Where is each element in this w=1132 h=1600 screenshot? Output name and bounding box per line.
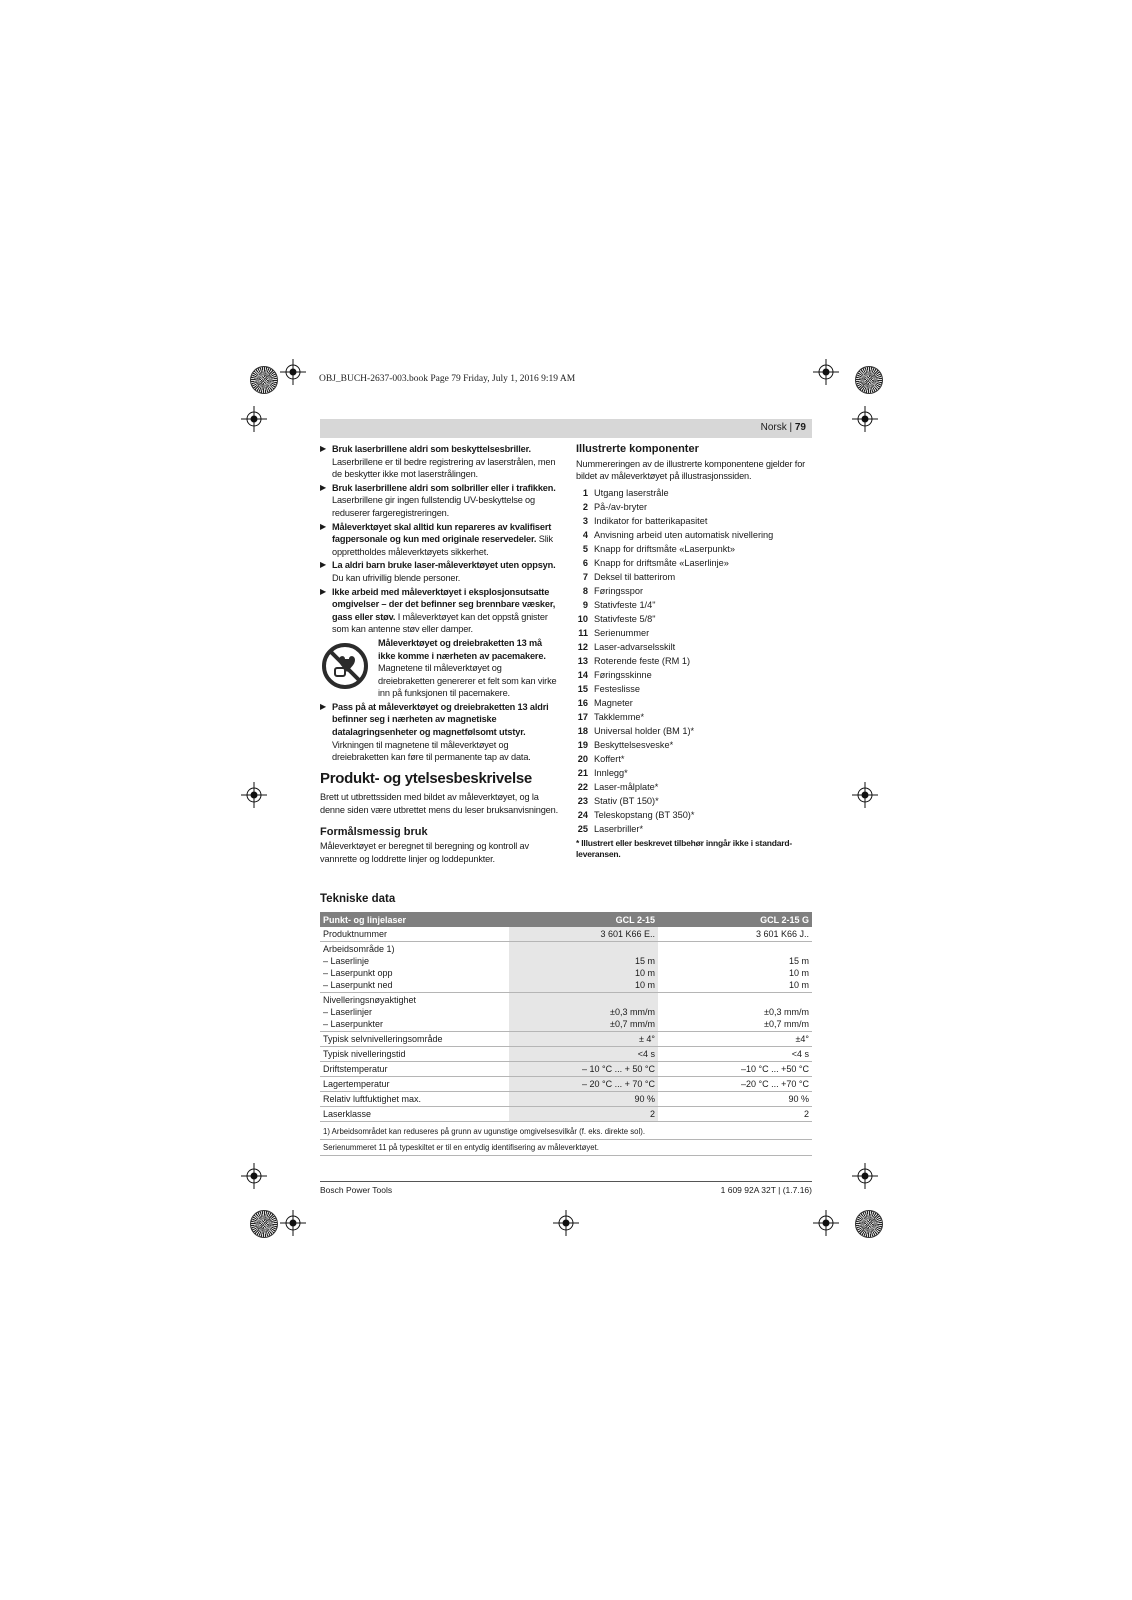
registration-mark (241, 406, 267, 432)
component-number: 3 (582, 515, 588, 526)
list-item (576, 542, 812, 556)
component-number: 19 (577, 739, 588, 750)
component-number: 22 (577, 781, 588, 792)
component-label: Laser-advarselsskilt (594, 641, 676, 652)
tech-data-heading: Tekniske data (320, 893, 396, 905)
color-calibration-rosette (250, 366, 278, 394)
component-label: Knapp for driftsmåte «Laserlinje» (594, 557, 729, 568)
registration-mark (813, 359, 839, 385)
spec-value-model1: ±0,3 mm/m ±0,7 mm/m (509, 993, 658, 1032)
registration-mark (241, 1163, 267, 1189)
no-pacemaker-icon (322, 643, 368, 689)
component-number: 20 (577, 753, 588, 764)
triangle-bullet-icon: ▶ (320, 521, 327, 531)
list-item (576, 584, 812, 598)
component-label: Stativfeste 5/8" (594, 613, 656, 624)
component-number: 16 (577, 697, 588, 708)
color-calibration-rosette (855, 1210, 883, 1238)
model-header: GCL 2-15 (509, 912, 658, 927)
list-item (576, 794, 812, 808)
component-number: 8 (582, 585, 588, 596)
component-label: Indikator for batterikapasitet (594, 515, 708, 526)
component-label: Anvisning arbeid uten automatisk nivellering (594, 529, 774, 540)
page-header: Norsk | 79 (320, 419, 812, 438)
spec-label: Lagertemperatur (320, 1077, 509, 1092)
spec-label: Typisk selvnivelleringsområde (320, 1032, 509, 1047)
component-number: 7 (582, 571, 588, 582)
spec-label: Nivelleringsnøyaktighet – Laserlinjer – Laserpunkter (320, 993, 509, 1032)
color-calibration-rosette (855, 366, 883, 394)
footer-doc-number: 1 609 92A 32T | (1.7.16) (720, 1185, 812, 1195)
component-label: Laser-målplate* (594, 781, 659, 792)
list-item (576, 514, 812, 528)
spec-value-model2: 3 601 K66 J.. (658, 927, 812, 942)
spec-value-model2: 2 (658, 1107, 812, 1122)
list-item (576, 738, 812, 752)
spec-label: Produktnummer (320, 927, 509, 942)
model-header: GCL 2-15 G (658, 912, 812, 927)
component-label: Utgang laserstråle (594, 487, 669, 498)
table-header-row (320, 912, 812, 927)
list-item (576, 500, 812, 514)
spec-value-model2: <4 s (658, 1047, 812, 1062)
tech-data-table (320, 912, 812, 1122)
page-number: 79 (794, 422, 806, 433)
table-row (320, 1062, 812, 1077)
component-number: 1 (582, 487, 588, 498)
component-number: 24 (577, 809, 588, 820)
list-item (576, 654, 812, 668)
component-label: Universal holder (BM 1)* (594, 725, 695, 736)
component-label: Roterende feste (RM 1) (594, 655, 690, 666)
component-number: 13 (577, 655, 588, 666)
safety-item: ▶ Bruk laserbrillene aldri som solbriller eller i trafikken. Laserbrillene gir ingen fullstendig UV-beskyttelse og reduserer fargeregistreringen. (320, 482, 556, 518)
list-item (576, 808, 812, 822)
component-label: Beskyttelsesveske* (594, 739, 674, 750)
component-label: Laserbriller* (594, 823, 644, 834)
list-item (576, 752, 812, 766)
spec-value-model2: 90 % (658, 1092, 812, 1107)
safety-item: ▶ La aldri barn bruke laser-måleverktøyet uten oppsyn. Du kan ufrivillig blende personer. (320, 560, 556, 583)
triangle-bullet-icon: ▶ (320, 560, 327, 570)
component-label: Knapp for driftsmåte «Laserpunkt» (594, 543, 735, 554)
triangle-bullet-icon: ▶ (320, 701, 327, 711)
component-label: Stativfeste 1/4" (594, 599, 656, 610)
component-number: 9 (582, 599, 588, 610)
spec-value-model1: – 20 °C ... + 70 °C (509, 1077, 658, 1092)
component-number: 18 (577, 725, 588, 736)
component-number: 21 (577, 767, 588, 778)
component-label: Teleskopstang (BT 350)* (594, 809, 695, 820)
component-label: På-/av-bryter (594, 501, 648, 512)
table-row (320, 1077, 812, 1092)
list-item (576, 626, 812, 640)
table-footnote: 1) Arbeidsområdet kan reduseres på grunn av ugunstige omgivelsesvilkår (f. eks. direkte sol). (320, 1124, 812, 1140)
component-number: 25 (577, 823, 588, 834)
spec-value-model2: 15 m 10 m 10 m (658, 942, 812, 993)
spec-value-model1: ± 4° (509, 1032, 658, 1047)
component-label: Føringsspor (594, 585, 644, 596)
table-row (320, 1092, 812, 1107)
list-item (576, 598, 812, 612)
left-column (320, 443, 558, 865)
components-heading: Illustrerte komponenter (576, 443, 699, 455)
component-number: 6 (582, 557, 588, 568)
spec-value-model2: –10 °C ... +50 °C (658, 1062, 812, 1077)
color-calibration-rosette (250, 1210, 278, 1238)
spec-label: Driftstemperatur (320, 1062, 509, 1077)
section-heading: Produkt- og ytelsesbeskrivelse (320, 769, 532, 787)
table-row (320, 927, 812, 942)
list-item (576, 780, 812, 794)
tech-notes (320, 1124, 812, 1156)
component-number: 14 (577, 669, 588, 680)
registration-mark (241, 782, 267, 808)
component-number: 17 (577, 711, 588, 722)
component-label: Serienummer (594, 627, 650, 638)
list-item (576, 570, 812, 584)
list-item (576, 486, 812, 500)
spec-value-model1: 90 % (509, 1092, 658, 1107)
header-language: Norsk (760, 422, 787, 433)
spec-value-model2: ±4° (658, 1032, 812, 1047)
safety-item: ▶ Måleverktøyet skal alltid kun repareres av kvalifisert fagpersonale og kun med originale reservedeler. Slik opprettholdes måleverktøyets sikkerhet. (320, 521, 553, 557)
component-number: 2 (582, 501, 588, 512)
product-intro: Brett ut utbrettssiden med bildet av måleverktøyet, og la denne siden være utbrettet mens du leser bruksanvisningen. (320, 792, 558, 816)
list-item (576, 640, 812, 654)
list-item (576, 766, 812, 780)
spec-label: Laserklasse (320, 1107, 509, 1122)
component-label: Festeslisse (594, 683, 640, 694)
component-number: 11 (578, 627, 588, 638)
table-row (320, 993, 812, 1032)
list-item (576, 668, 812, 682)
triangle-bullet-icon: ▶ (320, 482, 327, 492)
component-number: 12 (577, 641, 588, 652)
safety-item: ▶ Ikke arbeid med måleverktøyet i eksplosjonsutsatte omgivelser – der det befinner seg brennbare væsker, gass eller støv. I måleverktøyet kan det oppstå gnister som kan antenne støv eller damper. (320, 586, 556, 635)
safety-item: ▶ Pass på at måleverktøyet og dreiebraketten 13 aldri befinner seg i nærheten av magnetiske datalagringsenheter og magnetfølsomt utstyr. Virkningen til magnetene til måleverktøyet og dreiebraketten kan føre til permanente tap av data. (320, 701, 549, 763)
spec-value-model1: – 10 °C ... + 50 °C (509, 1062, 658, 1077)
component-number: 15 (577, 683, 588, 694)
list-item (576, 696, 812, 710)
spec-value-model1: 15 m 10 m 10 m (509, 942, 658, 993)
accessory-footnote: * Illustrert eller beskrevet tilbehør inngår ikke i standard-leveransen. (576, 837, 792, 859)
components-intro: Nummereringen av de illustrerte komponentene gjelder for bildet av måleverktøyet på illustrasjonssiden. (576, 458, 806, 482)
registration-mark (852, 782, 878, 808)
components-list (576, 486, 812, 836)
list-item (576, 724, 812, 738)
component-label: Stativ (BT 150)* (594, 795, 659, 806)
component-label: Deksel til batterirom (594, 571, 676, 582)
table-row (320, 1047, 812, 1062)
component-label: Innlegg* (594, 767, 628, 778)
list-item (576, 528, 812, 542)
table-row (320, 942, 812, 993)
footer-brand: Bosch Power Tools (320, 1185, 393, 1195)
spec-label: Arbeidsområde 1) – Laserlinje – Laserpunkt opp – Laserpunkt ned (320, 942, 509, 993)
spec-value-model2: ±0,3 mm/m ±0,7 mm/m (658, 993, 812, 1032)
registration-mark (553, 1210, 579, 1236)
component-number: 5 (582, 543, 588, 554)
component-label: Koffert* (594, 753, 625, 764)
component-label: Føringsskinne (594, 669, 652, 680)
print-file-line: OBJ_BUCH-2637-003.book Page 79 Friday, July 1, 2016 9:19 AM (319, 374, 576, 384)
right-column (576, 443, 812, 860)
list-item (576, 822, 812, 836)
registration-mark (280, 1210, 306, 1236)
spec-label: Typisk nivelleringstid (320, 1047, 509, 1062)
list-item (576, 682, 812, 696)
spec-value-model2: –20 °C ... +70 °C (658, 1077, 812, 1092)
triangle-bullet-icon: ▶ (320, 586, 327, 596)
table-row (320, 1032, 812, 1047)
spec-value-model1: <4 s (509, 1047, 658, 1062)
registration-mark (852, 1163, 878, 1189)
registration-mark (852, 406, 878, 432)
component-number: 4 (582, 529, 588, 540)
component-number: 23 (577, 795, 588, 806)
list-item (576, 710, 812, 724)
footer-rule (320, 1181, 812, 1182)
subsection-heading: Formålsmessig bruk (320, 825, 428, 838)
triangle-bullet-icon: ▶ (320, 444, 327, 453)
component-label: Takklemme* (594, 711, 645, 722)
spec-value-model1: 3 601 K66 E.. (509, 927, 658, 942)
column-header: Punkt- og linjelaser (320, 912, 509, 927)
table-row (320, 1107, 812, 1122)
registration-mark (813, 1210, 839, 1236)
pacemaker-warning: Måleverktøyet og dreiebraketten 13 må ikke komme i nærheten av pacemakere. Magnetene til måleverktøyet og dreiebraketten genererer et felt som kan virke inn på funksjonen til pacemakere. (320, 637, 558, 700)
component-number: 10 (577, 613, 588, 624)
safety-item: ▶ Bruk laserbrillene aldri som beskyttelsesbriller. Laserbrillene er til bedre registrering av laserstrålen, men de beskytter ikke mot laserstrålingen. (320, 444, 556, 480)
list-item (576, 556, 812, 570)
spec-value-model1: 2 (509, 1107, 658, 1122)
list-item (576, 612, 812, 626)
component-label: Magneter (594, 697, 633, 708)
serial-note: Serienummeret 11 på typeskiltet er til en entydig identifisering av måleverktøyet. (320, 1140, 812, 1156)
spec-label: Relativ luftfuktighet max. (320, 1092, 509, 1107)
registration-mark (280, 359, 306, 385)
intended-use-text: Måleverktøyet er beregnet til beregning og kontroll av vannrette og loddrette linjer og loddepunkter. (320, 841, 529, 864)
